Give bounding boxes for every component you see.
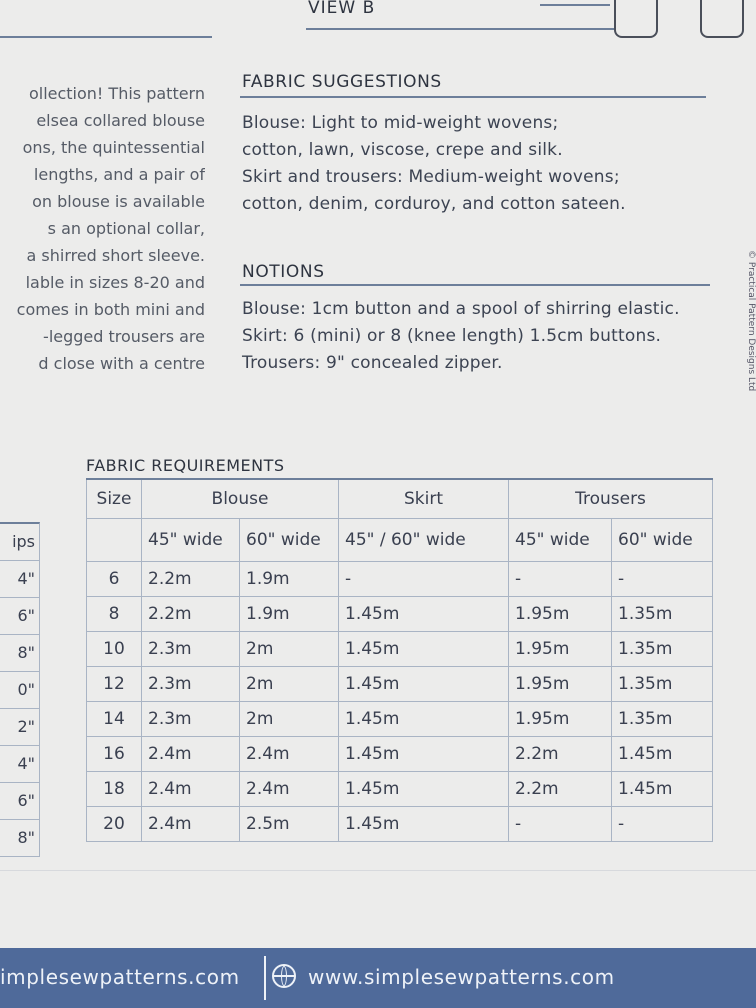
notions-line: Skirt: 6 (mini) or 8 (knee length) 1.5cm buttons.	[242, 326, 662, 346]
globe-icon	[272, 964, 296, 988]
fabric-suggestion-line: Skirt and trousers: Medium-weight wovens;	[242, 167, 620, 187]
cell-skirt: -	[339, 562, 509, 597]
cell-trousers-60: -	[612, 807, 713, 842]
cell-trousers-45: 1.95m	[509, 667, 612, 702]
cell-trousers-60: 1.45m	[612, 737, 713, 772]
intro-line: lengths, and a pair of	[33, 165, 205, 184]
table-row	[87, 597, 713, 632]
cell-trousers-45: 1.95m	[509, 632, 612, 667]
view-c-rule	[540, 0, 610, 6]
cell-trousers-60: 1.35m	[612, 632, 713, 667]
intro-line: s an optional collar,	[47, 219, 205, 238]
cell-trousers-60: 1.35m	[612, 597, 713, 632]
cell-blouse-60: 2m	[240, 667, 339, 702]
cell-size: 18	[87, 772, 142, 807]
trouser-illustration-2	[700, 0, 744, 38]
intro-line: on blouse is available	[32, 192, 205, 211]
notions-rule	[240, 284, 710, 286]
intro-rule	[0, 36, 212, 38]
cell-trousers-45: 1.95m	[509, 702, 612, 737]
intro-text	[0, 80, 205, 377]
table-row	[87, 702, 713, 737]
intro-line: comes in both mini and	[16, 300, 205, 319]
notions-title: NOTIONS	[242, 262, 325, 282]
intro-line: d close with a centre	[38, 354, 205, 373]
cell-blouse-45: 2.3m	[142, 667, 240, 702]
table-row	[87, 737, 713, 772]
hips-value: 4"	[0, 746, 40, 783]
cell-blouse-45: 2.2m	[142, 562, 240, 597]
footer-divider	[264, 956, 266, 1000]
cell-trousers-60: 1.45m	[612, 772, 713, 807]
hips-partial-table	[0, 522, 40, 857]
table-header-row	[87, 479, 713, 519]
cell-size: 12	[87, 667, 142, 702]
cell-skirt: 1.45m	[339, 807, 509, 842]
cell-size: 20	[87, 807, 142, 842]
intro-line: ons, the quintessential	[22, 138, 205, 157]
notions-line: Blouse: 1cm button and a spool of shirring elastic.	[242, 299, 680, 319]
cell-skirt: 1.45m	[339, 632, 509, 667]
fabric-requirements-title: FABRIC REQUIREMENTS	[86, 456, 285, 475]
cell-skirt: 1.45m	[339, 702, 509, 737]
footer-url-right: www.simplesewpatterns.com	[308, 965, 615, 989]
fabric-suggestions-title: FABRIC SUGGESTIONS	[242, 72, 442, 92]
cell-blouse-60: 2.4m	[240, 737, 339, 772]
subheader-blouse-60: 60" wide	[240, 519, 339, 562]
copyright-vertical	[744, 250, 756, 440]
header-skirt: Skirt	[339, 479, 509, 519]
hips-value: 4"	[0, 561, 40, 598]
cell-trousers-45: 1.95m	[509, 597, 612, 632]
cell-skirt: 1.45m	[339, 737, 509, 772]
cell-blouse-45: 2.4m	[142, 807, 240, 842]
cell-blouse-60: 1.9m	[240, 562, 339, 597]
subheader-trousers-60: 60" wide	[612, 519, 713, 562]
subheader-trousers-45: 45" wide	[509, 519, 612, 562]
footer-url-left: implesewpatterns.com	[0, 965, 240, 989]
cell-trousers-60: 1.35m	[612, 667, 713, 702]
hips-value: 2"	[0, 709, 40, 746]
cell-skirt: 1.45m	[339, 667, 509, 702]
cell-blouse-60: 1.9m	[240, 597, 339, 632]
table-row	[87, 632, 713, 667]
cell-size: 6	[87, 562, 142, 597]
cell-blouse-45: 2.4m	[142, 737, 240, 772]
cell-blouse-60: 2m	[240, 702, 339, 737]
copyright-text: © Practical Pattern Designs Ltd	[746, 250, 756, 392]
cell-trousers-45: 2.2m	[509, 737, 612, 772]
cell-blouse-60: 2.4m	[240, 772, 339, 807]
hips-value: 6"	[0, 598, 40, 635]
cell-size: 16	[87, 737, 142, 772]
subheader-empty	[87, 519, 142, 562]
table-subheader-row	[87, 519, 713, 562]
fabric-requirements-table	[86, 478, 713, 842]
cell-blouse-60: 2m	[240, 632, 339, 667]
hips-value: 0"	[0, 672, 40, 709]
table-row	[87, 562, 713, 597]
table-row	[87, 807, 713, 842]
fabric-suggestion-line: cotton, lawn, viscose, crepe and silk.	[242, 140, 563, 160]
fabric-suggestion-line: Blouse: Light to mid-weight wovens;	[242, 113, 559, 133]
intro-line: lable in sizes 8-20 and	[25, 273, 205, 292]
view-b-label: VIEW B	[308, 0, 376, 18]
cell-blouse-45: 2.3m	[142, 702, 240, 737]
subheader-blouse-45: 45" wide	[142, 519, 240, 562]
intro-line: a shirred short sleeve.	[26, 246, 205, 265]
cell-blouse-45: 2.2m	[142, 597, 240, 632]
hips-value: 6"	[0, 783, 40, 820]
fabric-suggestion-line: cotton, denim, corduroy, and cotton sateen.	[242, 194, 626, 214]
cell-size: 14	[87, 702, 142, 737]
intro-line: ollection! This pattern	[28, 84, 205, 103]
notions-body	[242, 296, 732, 377]
fabric-suggestions-rule	[240, 96, 706, 98]
cell-trousers-60: 1.35m	[612, 702, 713, 737]
notions-line: Trousers: 9" concealed zipper.	[242, 353, 503, 373]
cell-trousers-45: 2.2m	[509, 772, 612, 807]
hips-header: ips	[0, 522, 40, 561]
cell-blouse-60: 2.5m	[240, 807, 339, 842]
footer-separator	[0, 870, 756, 871]
cell-blouse-45: 2.3m	[142, 632, 240, 667]
header-trousers: Trousers	[509, 479, 713, 519]
hips-value: 8"	[0, 820, 40, 857]
cell-trousers-60: -	[612, 562, 713, 597]
subheader-skirt-width: 45" / 60" wide	[339, 519, 509, 562]
table-row	[87, 667, 713, 702]
cell-trousers-45: -	[509, 562, 612, 597]
intro-line: -legged trousers are	[43, 327, 205, 346]
cell-size: 8	[87, 597, 142, 632]
trouser-illustration	[614, 0, 658, 38]
intro-line: elsea collared blouse	[36, 111, 205, 130]
header-size: Size	[87, 479, 142, 519]
fabric-suggestions-body	[242, 110, 722, 218]
hips-value: 8"	[0, 635, 40, 672]
cell-size: 10	[87, 632, 142, 667]
header-blouse: Blouse	[142, 479, 339, 519]
cell-trousers-45: -	[509, 807, 612, 842]
table-row	[87, 772, 713, 807]
view-b-rule	[306, 28, 616, 30]
cell-skirt: 1.45m	[339, 597, 509, 632]
cell-skirt: 1.45m	[339, 772, 509, 807]
cell-blouse-45: 2.4m	[142, 772, 240, 807]
